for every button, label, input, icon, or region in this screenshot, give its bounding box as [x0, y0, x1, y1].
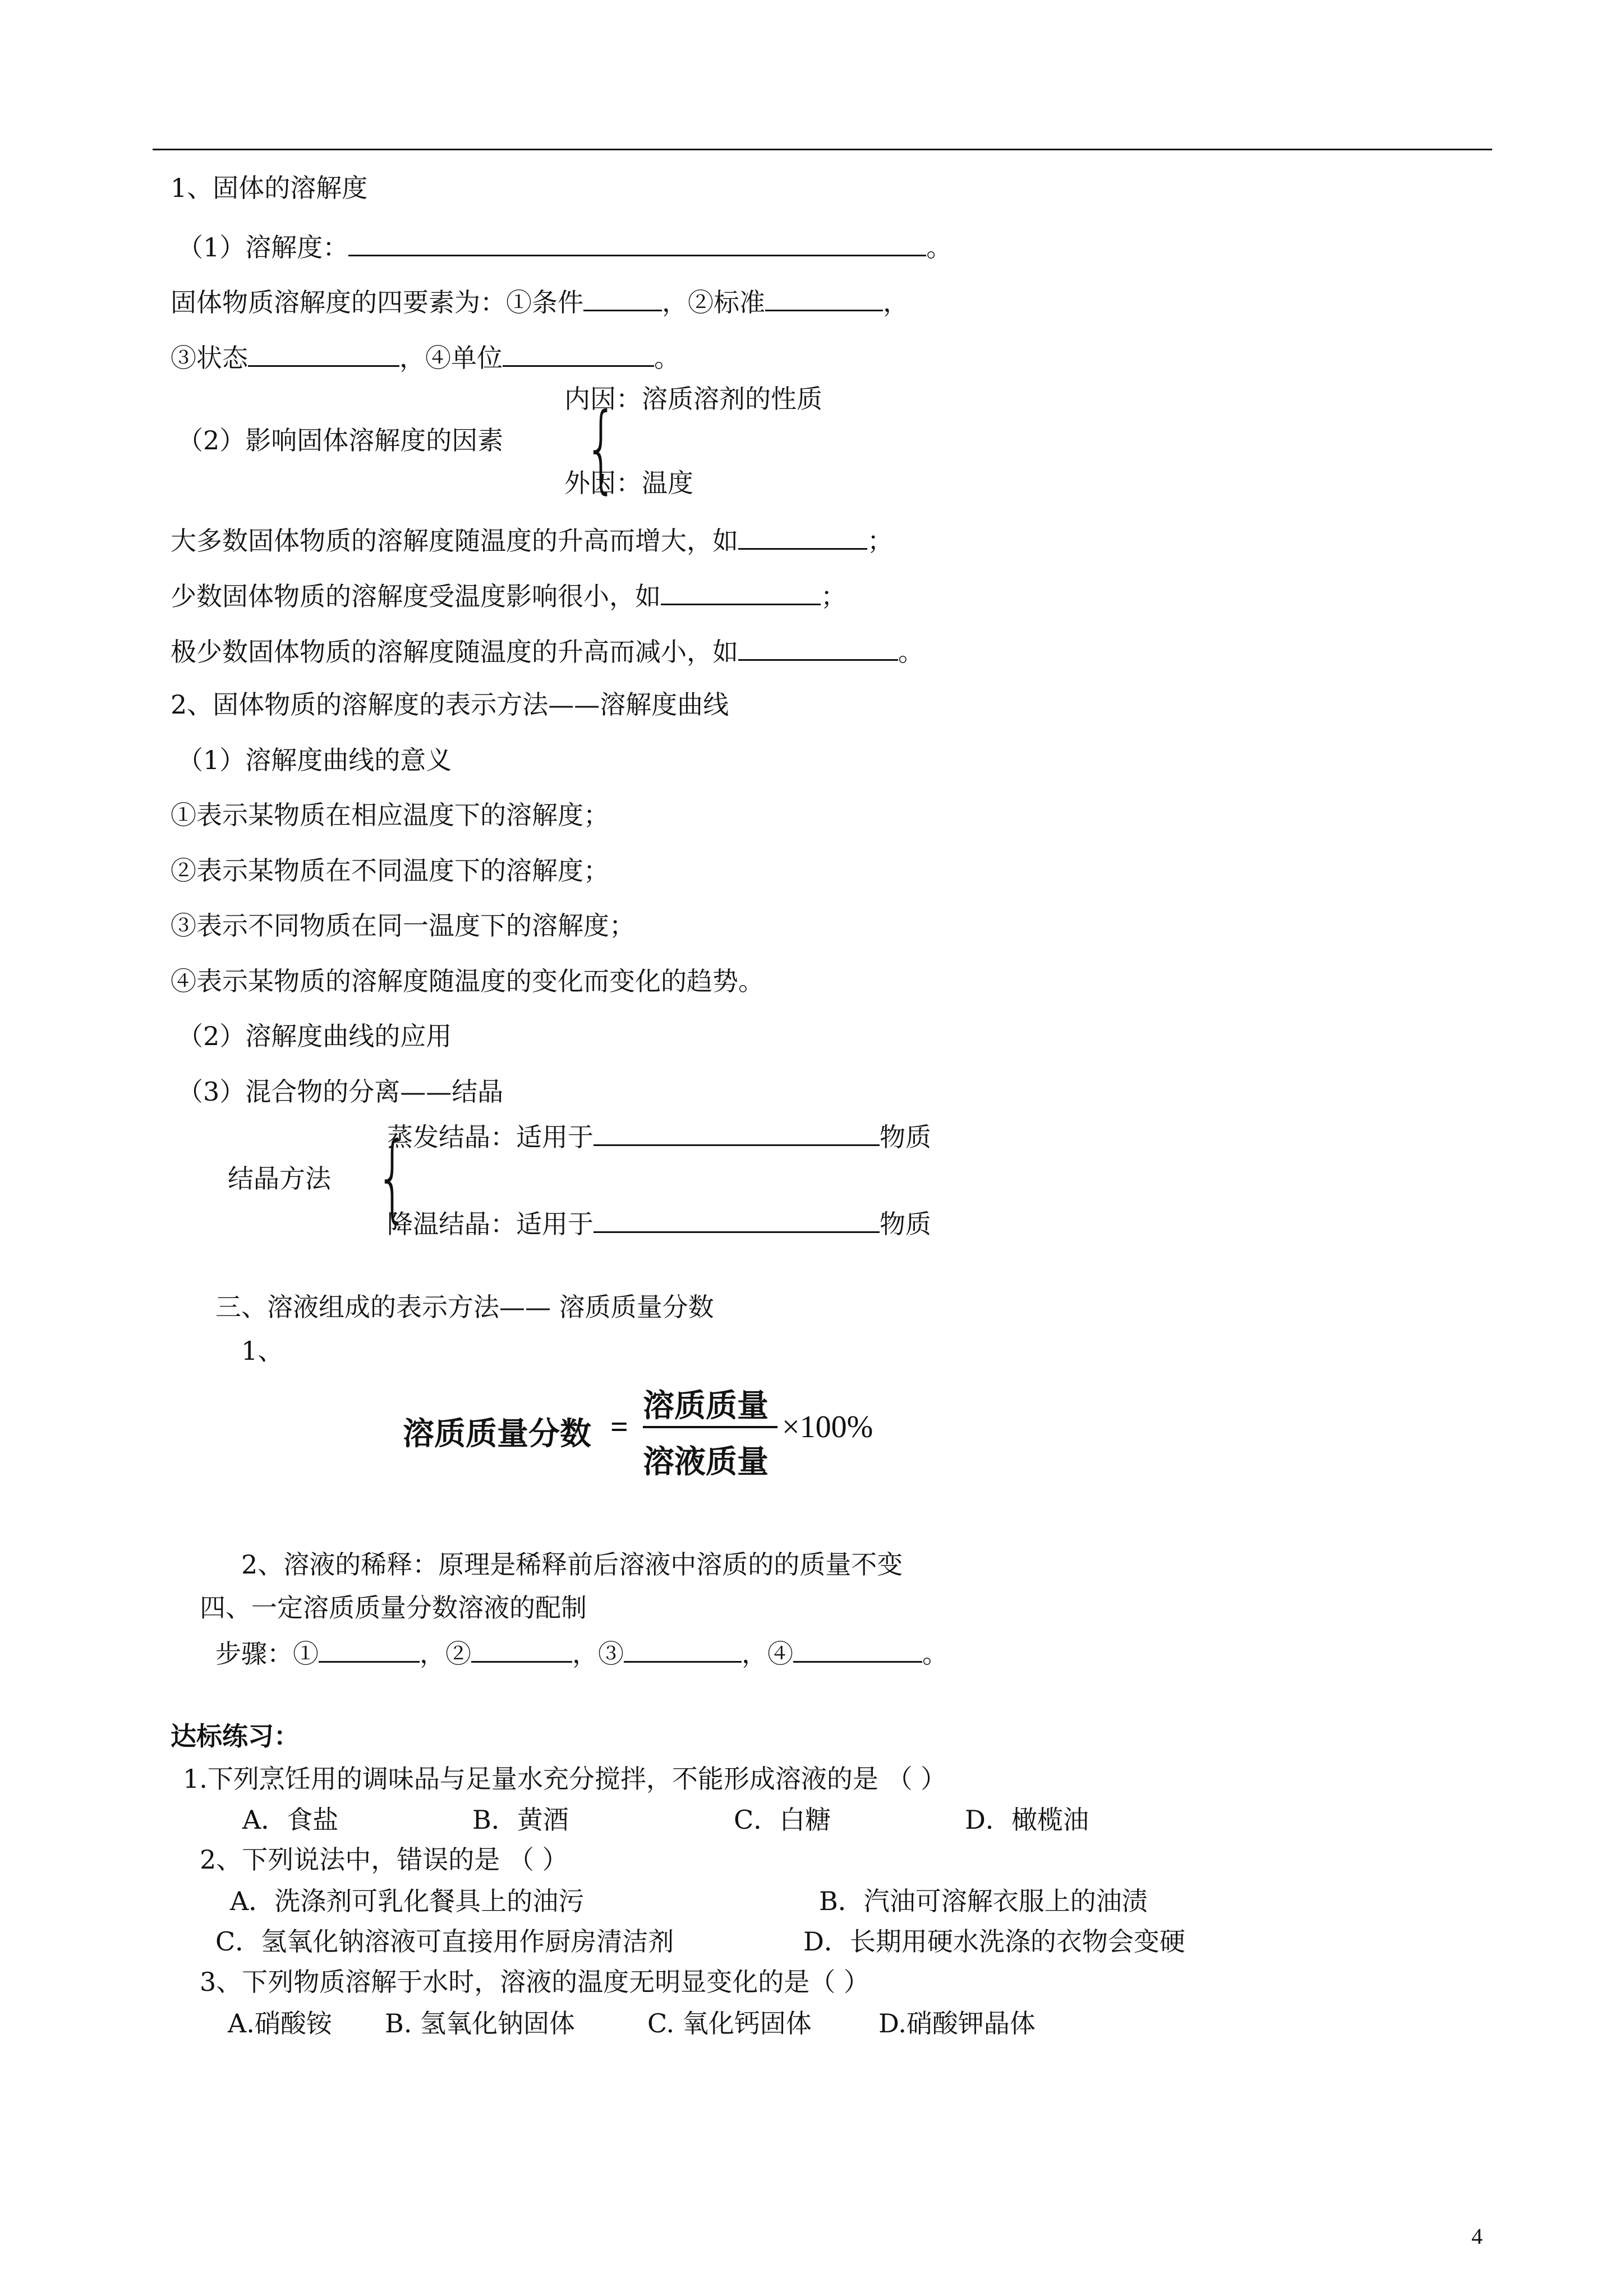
unit-blank[interactable]: [503, 343, 654, 367]
definition-end: 。: [926, 232, 953, 263]
solubility-definition-line: [177, 232, 953, 263]
state-unit-line: [171, 343, 680, 371]
most-solids-blank[interactable]: [738, 526, 867, 550]
rare-solids-text: 极少数固体物质的溶解度随温度的升高而减小，如: [171, 637, 738, 667]
formula-lhs: 溶质质量分数: [403, 1417, 591, 1452]
state-label: ③状态: [171, 343, 248, 373]
section-4-title: 四、一定溶质质量分数溶液的配制: [200, 1593, 587, 1623]
condition-blank[interactable]: [583, 287, 662, 311]
rare-solids-end: 。: [898, 637, 924, 667]
section-1-title: 1、固体的溶解度: [171, 173, 368, 203]
question-2-option-b[interactable]: B．汽油可溶解衣服上的油渍: [819, 1886, 1148, 1916]
steps-end: 。: [922, 1639, 948, 1669]
four-elements-end: ，: [883, 287, 909, 318]
dilution-item: 2、溶液的稀释：原理是稀释前后溶液中溶质的的质量不变: [241, 1549, 903, 1580]
state-blank[interactable]: [248, 343, 399, 367]
meaning-item-4: ④表示某物质的溶解度随温度的变化而变化的趋势。: [171, 966, 764, 996]
rare-solids-blank[interactable]: [738, 637, 898, 661]
definition-blank[interactable]: [348, 232, 926, 256]
crystallization-brace: {: [376, 1122, 410, 1233]
step-3-blank[interactable]: [624, 1639, 742, 1663]
question-3-option-d[interactable]: D.硝酸钾晶体: [878, 2008, 1036, 2039]
question-1-option-c[interactable]: C．白糖: [734, 1805, 831, 1835]
few-solids-end: ；: [821, 581, 846, 611]
internal-factor: 内因：溶质溶剂的性质: [564, 384, 822, 414]
step-2-blank[interactable]: [471, 1639, 572, 1663]
steps-label: 步骤：①: [215, 1639, 319, 1669]
question-2-option-d[interactable]: D．长期用硬水洗涤的衣物会变硬: [803, 1926, 1185, 1957]
most-solids-text: 大多数固体物质的溶解度随温度的升高而增大，如: [171, 526, 738, 556]
practice-title: 达标练习：: [171, 1721, 300, 1751]
evaporation-line: [387, 1122, 931, 1150]
meaning-item-3: ③表示不同物质在同一温度下的溶解度；: [171, 910, 635, 941]
few-solids-blank[interactable]: [661, 581, 821, 605]
page-number: 4: [1471, 2224, 1483, 2249]
few-solids-text: 少数固体物质的溶解度受温度影响很小，如: [171, 581, 661, 611]
step-1-blank[interactable]: [319, 1639, 420, 1663]
step-3-label: ，③: [572, 1639, 624, 1669]
meaning-item-1: ①表示某物质在相应温度下的溶解度；: [171, 800, 609, 830]
crystallization-method-label: 结晶方法: [228, 1163, 331, 1194]
question-2-option-a[interactable]: A．洗涤剂可乳化餐具上的油污: [230, 1886, 585, 1916]
question-1-option-b[interactable]: B．黄酒: [472, 1805, 569, 1835]
few-solids-line: [171, 581, 846, 609]
question-2-option-c[interactable]: C．氢氧化钠溶液可直接用作厨房清洁剂: [215, 1926, 674, 1957]
meaning-item-2: ②表示某物质在不同温度下的溶解度；: [171, 855, 609, 886]
evaporation-end: 物质: [880, 1122, 931, 1152]
question-3-option-c[interactable]: C. 氧化钙固体: [647, 2008, 812, 2039]
question-1-option-a[interactable]: A．食盐: [242, 1805, 339, 1835]
question-1-option-d[interactable]: D．橄榄油: [965, 1805, 1089, 1835]
curve-application-heading: （2）溶解度曲线的应用: [177, 1021, 452, 1051]
cooling-end: 物质: [880, 1209, 931, 1239]
step-4-label: ，④: [742, 1639, 793, 1669]
formula-numerator: 溶质质量: [643, 1389, 769, 1424]
section-3-item-1: 1、: [241, 1336, 284, 1366]
step-4-blank[interactable]: [793, 1639, 922, 1663]
question-3-option-a[interactable]: A.硝酸铵: [228, 2008, 332, 2039]
question-3-option-b[interactable]: B. 氢氧化钠固体: [385, 2008, 576, 2039]
factor-brace: {: [585, 393, 618, 504]
definition-label: （1）溶解度：: [177, 232, 349, 263]
section-3-title: 三、溶液组成的表示方法—— 溶质质量分数: [215, 1292, 714, 1322]
question-3: 3、下列物质溶解于水时，溶液的温度无明显变化的是（ ）: [200, 1967, 869, 1997]
standard-blank[interactable]: [765, 287, 883, 311]
cooling-line: [387, 1209, 931, 1237]
rare-solids-line: [171, 637, 924, 665]
four-elements-text: 固体物质溶解度的四要素为：①条件: [171, 287, 583, 318]
external-factor: 外因：温度: [564, 468, 693, 498]
step-2-label: ，②: [420, 1639, 471, 1669]
unit-label: ，④单位: [399, 343, 503, 373]
section-2-title: 2、固体物质的溶解度的表示方法——溶解度曲线: [171, 689, 729, 720]
factor-label: （2）影响固体溶解度的因素: [177, 425, 504, 455]
most-solids-line: [171, 526, 893, 554]
evaporation-blank[interactable]: [594, 1122, 880, 1146]
four-elements-mid: ，②标准: [662, 287, 765, 318]
separation-heading: （3）混合物的分离——结晶: [177, 1076, 504, 1107]
fraction-bar: [643, 1426, 778, 1428]
steps-line: [215, 1639, 948, 1667]
evaporation-text: 蒸发结晶：适用于: [387, 1122, 594, 1152]
question-2: 2、下列说法中，错误的是 （ ）: [200, 1844, 568, 1875]
four-elements-line: [171, 287, 909, 318]
formula-multiplier: ×100%: [782, 1410, 873, 1444]
cooling-blank[interactable]: [594, 1209, 880, 1233]
formula-denominator: 溶液质量: [643, 1445, 769, 1480]
question-1: 1.下列烹饪用的调味品与足量水充分搅拌，不能形成溶液的是 （ ）: [183, 1764, 947, 1794]
cooling-text: 降温结晶：适用于: [387, 1209, 594, 1239]
formula-equals: =: [610, 1410, 628, 1444]
curve-meaning-heading: （1）溶解度曲线的意义: [177, 745, 452, 775]
header-rule: [153, 149, 1492, 150]
state-unit-end: 。: [654, 343, 680, 373]
most-solids-end: ；: [867, 526, 893, 556]
